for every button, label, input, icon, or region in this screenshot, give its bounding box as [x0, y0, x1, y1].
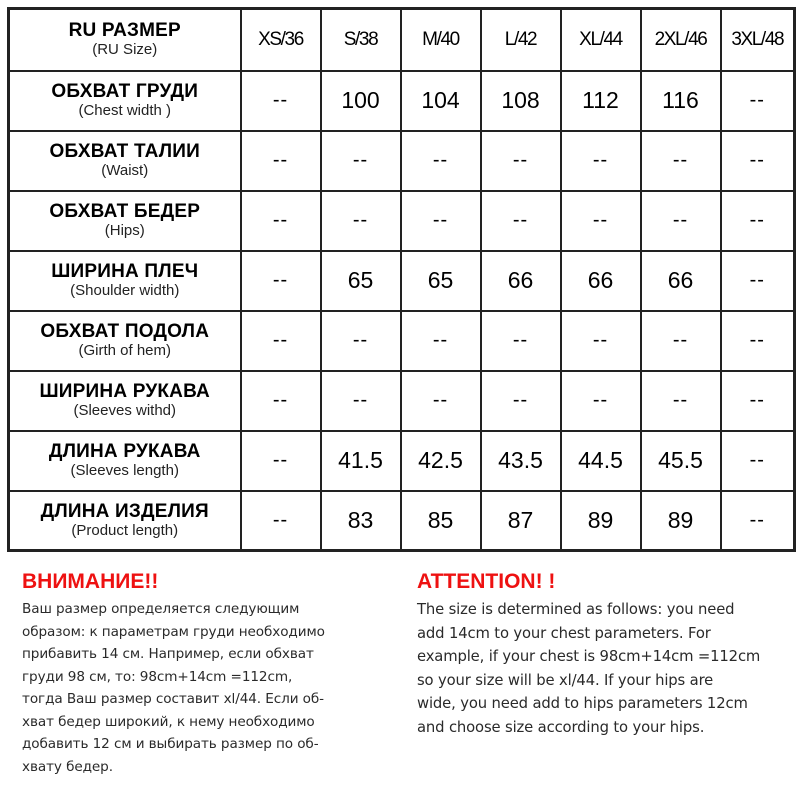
measurement-value: -- [241, 191, 321, 251]
measurement-value: 108 [481, 71, 561, 131]
measurement-value: -- [641, 131, 721, 191]
measurement-value: -- [321, 191, 401, 251]
measurement-value: -- [241, 371, 321, 431]
measurement-value: -- [241, 431, 321, 491]
size-column-header: L/42 [481, 9, 561, 71]
size-chart-table [7, 7, 796, 552]
size-column-header: M/40 [401, 9, 481, 71]
row-label-en: (Shoulder width) [70, 282, 180, 299]
measurement-value: -- [561, 191, 641, 251]
measurement-label-cell [9, 251, 241, 311]
measurement-value: 43.5 [481, 431, 561, 491]
measurement-value: 66 [481, 251, 561, 311]
measurement-value: -- [321, 371, 401, 431]
size-column-header: 2XL/46 [641, 9, 721, 71]
measurement-value: -- [561, 131, 641, 191]
row-label-ru: ДЛИНА ИЗДЕЛИЯ [40, 500, 209, 522]
measurement-value: 116 [641, 71, 721, 131]
row-label-en: (Hips) [104, 222, 145, 239]
measurement-value: -- [721, 311, 795, 371]
measurement-value: 65 [321, 251, 401, 311]
measurement-value: 66 [641, 251, 721, 311]
measurement-value: 83 [321, 491, 401, 551]
size-header-row [9, 9, 795, 71]
measurement-value: 87 [481, 491, 561, 551]
row-label-en: (Waist) [101, 162, 149, 179]
measurement-label-cell [9, 491, 241, 551]
measurement-value: -- [641, 191, 721, 251]
measurement-value: -- [721, 491, 795, 551]
measurement-row [9, 431, 795, 491]
measurement-label-cell [9, 71, 241, 131]
header-label-cell [9, 9, 241, 71]
row-label-en: (Girth of hem) [78, 342, 172, 359]
measurement-row [9, 251, 795, 311]
size-column-header: 3XL/48 [721, 9, 795, 71]
attention-body-ru: Ваш размер определяется следующим образом: к параметрам груди необходимо прибавить 14 см. Например, если обхват груди 98 см, то: 98cm+14cm =112cm, тогда Ваш размер составит xl/44. Если об- хват бедер широкий, к нему необходимо добавить 12 см и выбирать размер по об- хвату бедер. [22, 601, 325, 775]
attention-title-en: ATTENTION! ! [417, 570, 556, 593]
measurement-value: -- [401, 371, 481, 431]
row-label-en: (RU Size) [92, 41, 158, 59]
row-label-en: (Product length) [71, 521, 179, 539]
measurement-value: -- [481, 311, 561, 371]
size-column-header: S/38 [321, 9, 401, 71]
measurement-value: 42.5 [401, 431, 481, 491]
measurement-value: 89 [561, 491, 641, 551]
measurement-value: 100 [321, 71, 401, 131]
attention-title-ru: ВНИМАНИЕ!! [22, 570, 159, 593]
measurement-row [9, 131, 795, 191]
row-label-ru: ШИРИНА ПЛЕЧ [51, 261, 199, 282]
measurement-value: -- [721, 431, 795, 491]
measurement-label-cell [9, 191, 241, 251]
measurement-value: 45.5 [641, 431, 721, 491]
measurement-value: -- [321, 131, 401, 191]
row-label-en: (Sleeves withd) [73, 402, 177, 419]
measurement-label-cell [9, 431, 241, 491]
row-label-ru: ШИРИНА РУКАВА [39, 381, 210, 402]
row-label-en: (Chest width ) [78, 102, 172, 119]
measurement-value: -- [481, 131, 561, 191]
measurement-value: -- [241, 491, 321, 551]
measurement-value: -- [241, 71, 321, 131]
measurement-value: -- [241, 311, 321, 371]
measurement-row [9, 71, 795, 131]
measurement-value: -- [401, 311, 481, 371]
measurement-label-cell [9, 371, 241, 431]
measurement-value: 44.5 [561, 431, 641, 491]
measurement-value: -- [481, 191, 561, 251]
size-column-header: XL/44 [561, 9, 641, 71]
measurement-row [9, 491, 795, 551]
measurement-value: 89 [641, 491, 721, 551]
measurement-value: -- [561, 311, 641, 371]
measurement-value: -- [641, 311, 721, 371]
measurement-row [9, 371, 795, 431]
measurement-value: 41.5 [321, 431, 401, 491]
measurement-value: 85 [401, 491, 481, 551]
measurement-value: 66 [561, 251, 641, 311]
measurement-value: -- [401, 191, 481, 251]
measurement-value: 112 [561, 71, 641, 131]
measurement-value: -- [401, 131, 481, 191]
row-label-ru: ДЛИНА РУКАВА [48, 441, 201, 462]
measurement-value: -- [241, 251, 321, 311]
measurement-value: -- [721, 191, 795, 251]
measurement-value: 104 [401, 71, 481, 131]
measurement-value: -- [721, 251, 795, 311]
row-label-ru: ОБХВАТ БЕДЕР [49, 201, 201, 222]
attention-note-en [417, 568, 793, 739]
row-label-ru: ОБХВАТ ГРУДИ [51, 81, 199, 102]
measurement-label-cell [9, 131, 241, 191]
row-label-ru: RU РАЗМЕР [68, 20, 181, 42]
row-label-en: (Sleeves length) [70, 462, 179, 479]
measurement-value: 65 [401, 251, 481, 311]
row-label-ru: ОБХВАТ ПОДОЛА [40, 321, 210, 342]
attention-note-ru [22, 568, 402, 778]
measurement-value: -- [721, 71, 795, 131]
measurement-value: -- [721, 371, 795, 431]
measurement-row [9, 191, 795, 251]
row-label-ru: ОБХВАТ ТАЛИИ [49, 141, 200, 162]
measurement-value: -- [241, 131, 321, 191]
measurement-value: -- [321, 311, 401, 371]
measurement-value: -- [641, 371, 721, 431]
measurement-row [9, 311, 795, 371]
attention-body-en: The size is determined as follows: you need add 14cm to your chest parameters. For example, if your chest is 98cm+14cm =112cm so your size will be xl/44. If your hips are wide, you need add to hips parameters 12cm and choose size according to your hips. [417, 601, 761, 736]
measurement-value: -- [481, 371, 561, 431]
size-column-header: XS/36 [241, 9, 321, 71]
measurement-value: -- [721, 131, 795, 191]
measurement-value: -- [561, 371, 641, 431]
measurement-label-cell [9, 311, 241, 371]
